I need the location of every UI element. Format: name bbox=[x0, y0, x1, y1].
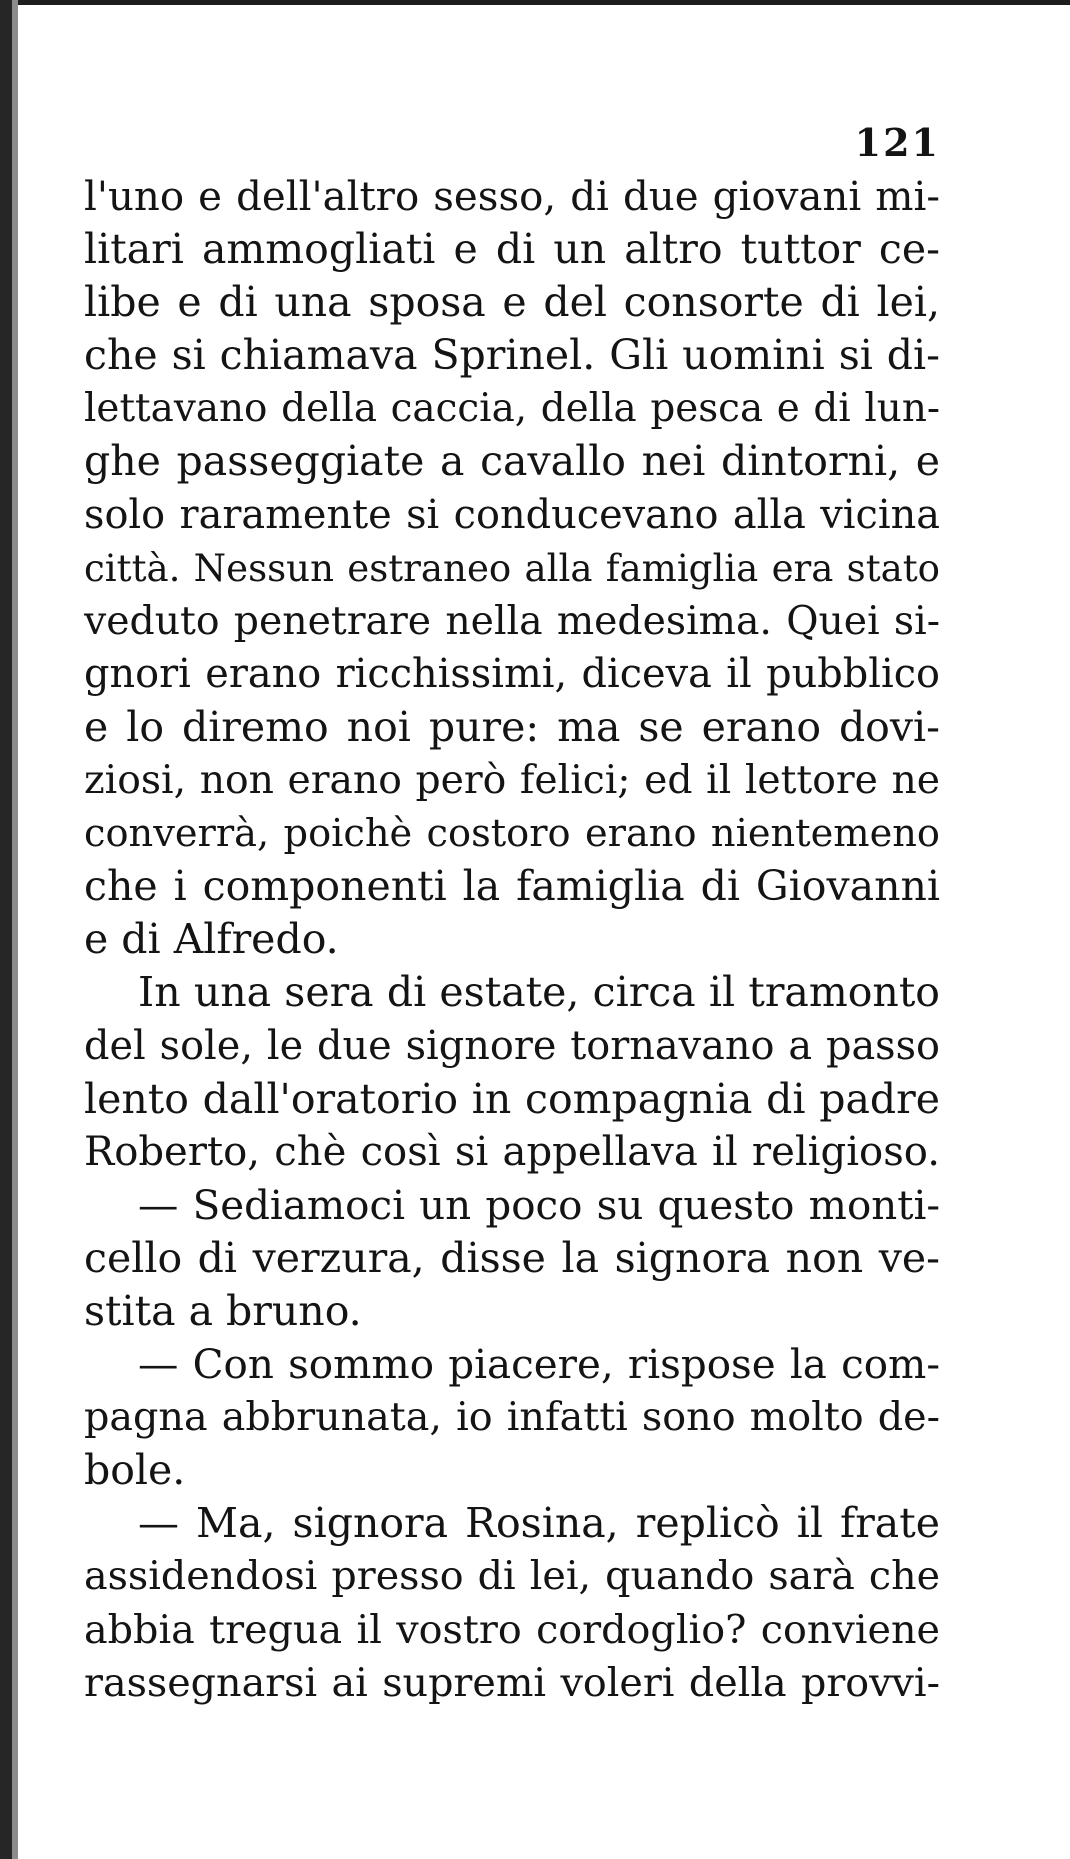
text-line: assidendosi presso di lei, quando sarà che bbox=[84, 1553, 940, 1600]
text-line: gnori erano ricchissimi, diceva il pubblico bbox=[84, 650, 940, 697]
text-line: lento dall'oratorio in compagnia di padre bbox=[84, 1074, 940, 1123]
text-line: e di Alfredo. bbox=[84, 915, 339, 964]
text-line: — Ma, signora Rosina, replicò il frate bbox=[138, 1499, 940, 1548]
text-line: che si chiamava Sprinel. Gli uomini si di- bbox=[84, 331, 940, 380]
text-line: città. Nessun estraneo alla famiglia era stato bbox=[84, 546, 940, 590]
text-line: del sole, le due signore tornavano a passo bbox=[84, 1022, 940, 1069]
text-line: pagna abbrunata, io infatti sono molto de- bbox=[84, 1394, 940, 1441]
page-text bbox=[84, 170, 940, 1710]
text-line: veduto penetrare nella medesima. Quei si- bbox=[84, 597, 940, 644]
left-border-shadow bbox=[12, 0, 18, 1859]
text-line: bole. bbox=[84, 1446, 186, 1495]
text-line: In una sera di estate, circa il tramonto bbox=[138, 968, 940, 1017]
text-line: rassegnarsi ai supremi voleri della provvi- bbox=[84, 1659, 940, 1706]
text-line: abbia tregua il vostro cordoglio? conviene bbox=[84, 1606, 940, 1653]
left-border bbox=[0, 0, 12, 1859]
text-line: ghe passeggiate a cavallo nei dintorni, e bbox=[84, 437, 940, 486]
text-line: l'uno e dell'altro sesso, di due giovani mi- bbox=[84, 173, 940, 220]
text-line: e lo diremo noi pure: ma se erano dovi- bbox=[84, 702, 940, 751]
text-line: che i componenti la famiglia di Giovanni bbox=[84, 862, 940, 911]
text-line: lettavano della caccia, della pesca e di lun- bbox=[84, 386, 940, 432]
text-line: — Sediamoci un poco su questo monti- bbox=[138, 1181, 940, 1229]
text-line: litari ammogliati e di un altro tuttor ce- bbox=[84, 225, 940, 274]
text-line: cello di verzura, disse la signora non ve- bbox=[84, 1233, 940, 1282]
top-border bbox=[0, 0, 1070, 5]
page-number: 121 bbox=[854, 120, 940, 165]
text-line: ziosi, non erano però felici; ed il lettore ne bbox=[84, 758, 940, 804]
text-line: libe e di una sposa e del consorte di lei, bbox=[84, 278, 940, 327]
text-line: converrà, poichè costoro erano nientemeno bbox=[84, 811, 940, 857]
text-line: Roberto, chè così si appellava il religioso. bbox=[84, 1128, 940, 1175]
text-line: stita a bruno. bbox=[84, 1286, 362, 1335]
text-line: solo raramente si conducevano alla vicina bbox=[84, 491, 940, 538]
text-line: — Con sommo piacere, rispose la com- bbox=[138, 1340, 940, 1389]
